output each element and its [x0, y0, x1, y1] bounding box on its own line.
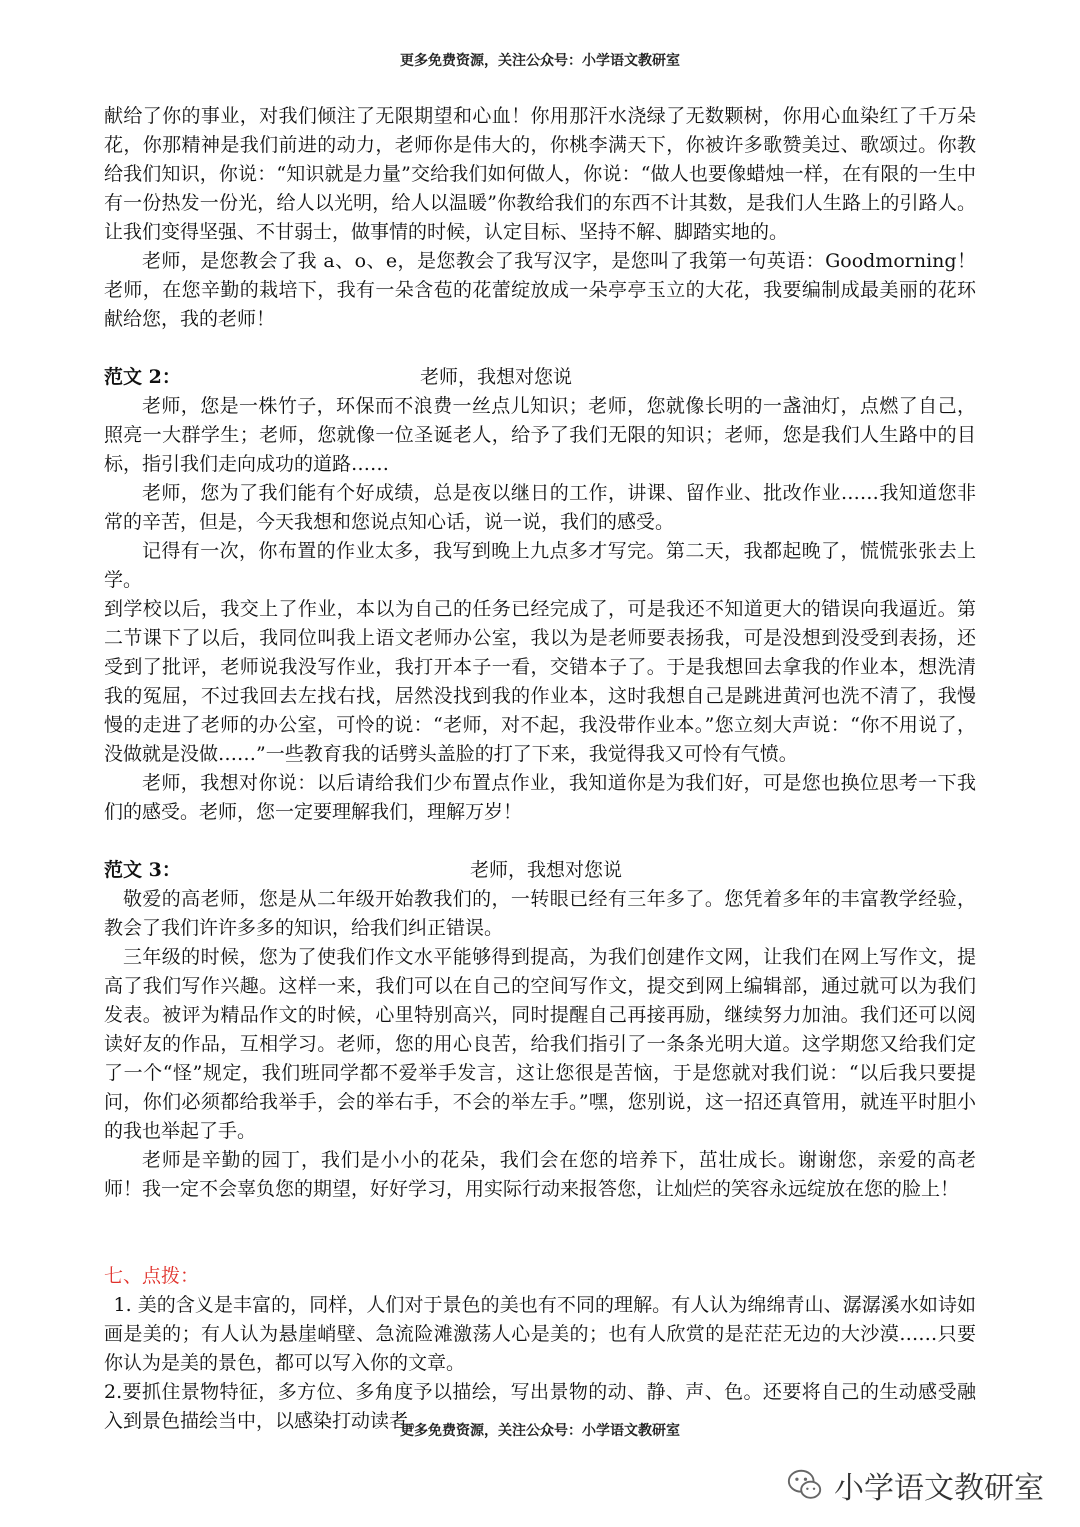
wechat-icon — [786, 1466, 824, 1504]
essay3-heading — [104, 856, 976, 885]
guidance-point-1: 1. 美的含义是丰富的，同样，人们对于景色的美也有不同的理解。有人认为绵绵青山、潺潺溪水如诗如画是美的；有人认为悬崖峭壁、急流险滩激荡人心是美的；也有人欣赏的是茫茫无边的大沙漠……只要你认为是美的景色，都可以写入你的文章。 — [104, 1294, 976, 1374]
essay3-paragraph-2: 三年级的时候，您为了使我们作文水平能够得到提高，为我们创建作文网，让我们在网上写作文，提高了我们写作兴趣。这样一来，我们可以在自己的空间写作文，提交到网上编辑部，通过就可以为我们发表。被评为精品作文的时候，心里特别高兴，同时提醒自己再接再励，继续努力加油。我们还可以阅读好友的作品，互相学习。老师，您的用心良苦，给我们指引了一条条光明大道。这学期您又给我们定了一个“怪”规定，我们班同学都不爱举手发言，这让您很是苦恼，于是您就对我们说：“以后我只要提问，你们必须都给我举手，会的举右手，不会的举左手。”嘿，您别说，这一招还真管用，就连平时胆小的我也举起了手。 — [104, 946, 976, 1142]
essay3-label: 范文 3： — [104, 859, 181, 881]
document-body — [104, 0, 976, 1436]
essay3-title: 老师，我想对您说 — [470, 859, 623, 881]
guidance-heading: 七、点拨： — [104, 1265, 200, 1287]
essay2-paragraph-1: 老师，您是一株竹子，环保而不浪费一丝点儿知识；老师，您就像长明的一盏油灯，点燃了自己，照亮一大群学生；老师，您就像一位圣诞老人，给予了我们无限的知识；老师，您是我们人生路中的目标，指引我们走向成功的道路…… — [104, 395, 976, 475]
header-note: 更多免费资源，关注公众号：小学语文教研室 — [400, 53, 680, 69]
essay2-paragraph-5: 老师，我想对你说：以后请给我们少布置点作业，我知道你是为我们好，可是您也换位思考一下我们的感受。老师，您一定要理解我们，理解万岁！ — [104, 772, 976, 823]
watermark-text: 小学语文教研室 — [834, 1471, 1044, 1506]
essay3-paragraph-1: 敬爱的高老师，您是从二年级开始教我们的，一转眼已经有三年多了。您凭着多年的丰富教学经验，教会了我们许许多多的知识，给我们纠正错误。 — [104, 888, 976, 939]
essay2-paragraph-2: 老师，您为了我们能有个好成绩，总是夜以继日的工作，讲课、留作业、批改作业……我知道您非常的辛苦，但是，今天我想和您说点知心话，说一说，我们的感受。 — [104, 482, 976, 533]
essay3-paragraph-3: 老师是辛勤的园丁，我们是小小的花朵，我们会在您的培养下，茁壮成长。谢谢您，亲爱的高老师！我一定不会辜负您的期望，好好学习，用实际行动来报答您，让灿烂的笑容永远绽放在您的脸上！ — [104, 1149, 976, 1200]
essay2-paragraph-4: 到学校以后，我交上了作业，本以为自己的任务已经完成了，可是我还不知道更大的错误向我逼近。第二节课下了以后，我同位叫我上语文老师办公室，我以为是老师要表扬我，可是没想到没受到表扬，还受到了批评，老师说我没写作业，我打开本子一看，交错本子了。于是我想回去拿我的作业本，想洗清我的冤屈，不过我回去左找右找，居然没找到我的作业本，这时我想自己是跳进黄河也洗不清了，我慢慢的走进了老师的办公室，可怜的说：“老师，对不起，我没带作业本。”您立刻大声说：“你不用说了，没做就是没做……”一些教育我的话劈头盖脸的打了下来，我觉得我又可怜有气愤。 — [104, 598, 976, 765]
essay2-paragraph-3: 记得有一次，你布置的作业太多，我写到晚上九点多才写完。第二天，我都起晚了，慌慌张张去上学。 — [104, 540, 976, 591]
essay2-heading — [104, 363, 976, 392]
intro-paragraph-1: 献给了你的事业，对我们倾注了无限期望和心血！你用那汗水浇绿了无数颗树，你用心血染红了千万朵花，你那精神是我们前进的动力，老师你是伟大的，你桃李满天下，你被许多歌赞美过、歌颂过。你教给我们知识，你说：“知识就是力量”交给我们如何做人，你说：“做人也要像蜡烛一样，在有限的一生中有一份热发一份光，给人以光明，给人以温暖”你教给我们的东西不计其数，是我们人生路上的引路人。让我们变得坚强、不甘弱士，做事情的时候，认定目标、坚持不解、脚踏实地的。 — [104, 105, 976, 243]
essay2-label: 范文 2： — [104, 366, 181, 388]
footer-note: 更多免费资源，关注公众号：小学语文教研室 — [400, 1423, 680, 1439]
essay2-title: 老师，我想对您说 — [420, 366, 573, 388]
guidance-point-2: 2.要抓住景物特征，多方位、多角度予以描绘，写出景物的动、静、声、色。还要将自己的生动感受融入到景色描绘当中，以感染打动读者。 — [104, 1381, 976, 1432]
watermark — [786, 1463, 1044, 1507]
intro-paragraph-2: 老师，是您教会了我 a、o、e，是您教会了我写汉字，是您叫了我第一句英语：Goodmorning！老师，在您辛勤的栽培下，我有一朵含苞的花蕾绽放成一朵亭亭玉立的大花，我要编制成最美丽的花环献给您，我的老师！ — [104, 250, 976, 330]
